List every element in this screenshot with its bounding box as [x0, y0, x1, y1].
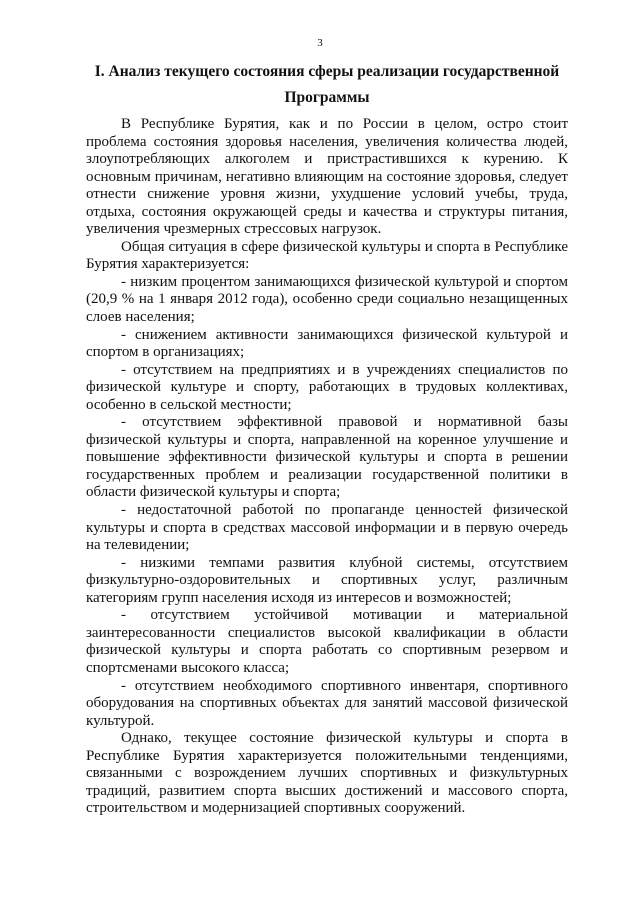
list-item-motivation: - отсутствием устойчивой мотивации и материальной заинтересованности специалистов высокой квалификации в области физической культуры и спорта работать со спортивным резервом и спортсменами высокого класса;: [86, 607, 568, 676]
list-item-promotion: - недостаточной работой по пропаганде ценностей физической культуры и спорта в средствах массовой информации и в первую очередь на телевидении;: [86, 502, 568, 554]
list-item-club-system: - низкими темпами развития клубной системы, отсутствием физкультурно-оздоровительных и спортивных услуг, различным категориям групп населения исходя из интересов и возможностей;: [86, 554, 568, 606]
document-body: [86, 116, 568, 818]
list-item-low-participation: - низким процентом занимающихся физической культурой и спортом (20,9 % на 1 января 2012 года), особенно среди социально незащищенных слоев населения;: [86, 273, 568, 326]
paragraph-conclusion: Однако, текущее состояние физической культуры и спорта в Республике Бурятия характеризуется положительными тенденциями, связанными с возрождением лучших спортивных и физкультурных традиций, развитием спорта высших достижений и массового спорта, строительством и модернизацией спортивных сооружений.: [86, 730, 568, 817]
list-item-decreasing-activity: - снижением активности занимающихся физической культурой и спортом в организациях;: [86, 326, 568, 361]
page-number: 3: [317, 37, 323, 49]
list-item-legal-base: - отсутствием эффективной правовой и нормативной базы физической культуры и спорта, направленной на коренное улучшение и повышение эффективности физической культуры и спорта в решении государственных проблем и реализации государственной политики в области физической культуры и спорта;: [86, 414, 568, 501]
list-item-lack-of-specialists: - отсутствием на предприятиях и в учреждениях специалистов по физической культуре и спорту, работающих в трудовых коллективах, особенно в сельской местности;: [86, 361, 568, 413]
paragraph-situation: Общая ситуация в сфере физической культуры и спорта в Республике Бурятия характеризуется:: [86, 238, 568, 273]
list-item-equipment: - отсутствием необходимого спортивного инвентаря, спортивного оборудования на спортивных объектах для занятий массовой физической культурой.: [86, 677, 568, 729]
paragraph-intro: В Республике Бурятия, как и по России в целом, остро стоит проблема состояния здоровья населения, увеличения количества людей, злоупотребляющих алкоголем и пристрастившихся к курению. К основным причинам, негативно влияющим на состояние здоровья, следует отнести снижение уровня жизни, ухудшение условий учебы, труда, отдыха, состояния окружающей среды и качества и структуры питания, увеличения чрезмерных стрессовых нагрузок.: [86, 116, 568, 238]
section-title-line-2: Программы: [284, 89, 370, 106]
section-title-line-1: I. Анализ текущего состояния сферы реализации государственной: [94, 63, 560, 80]
